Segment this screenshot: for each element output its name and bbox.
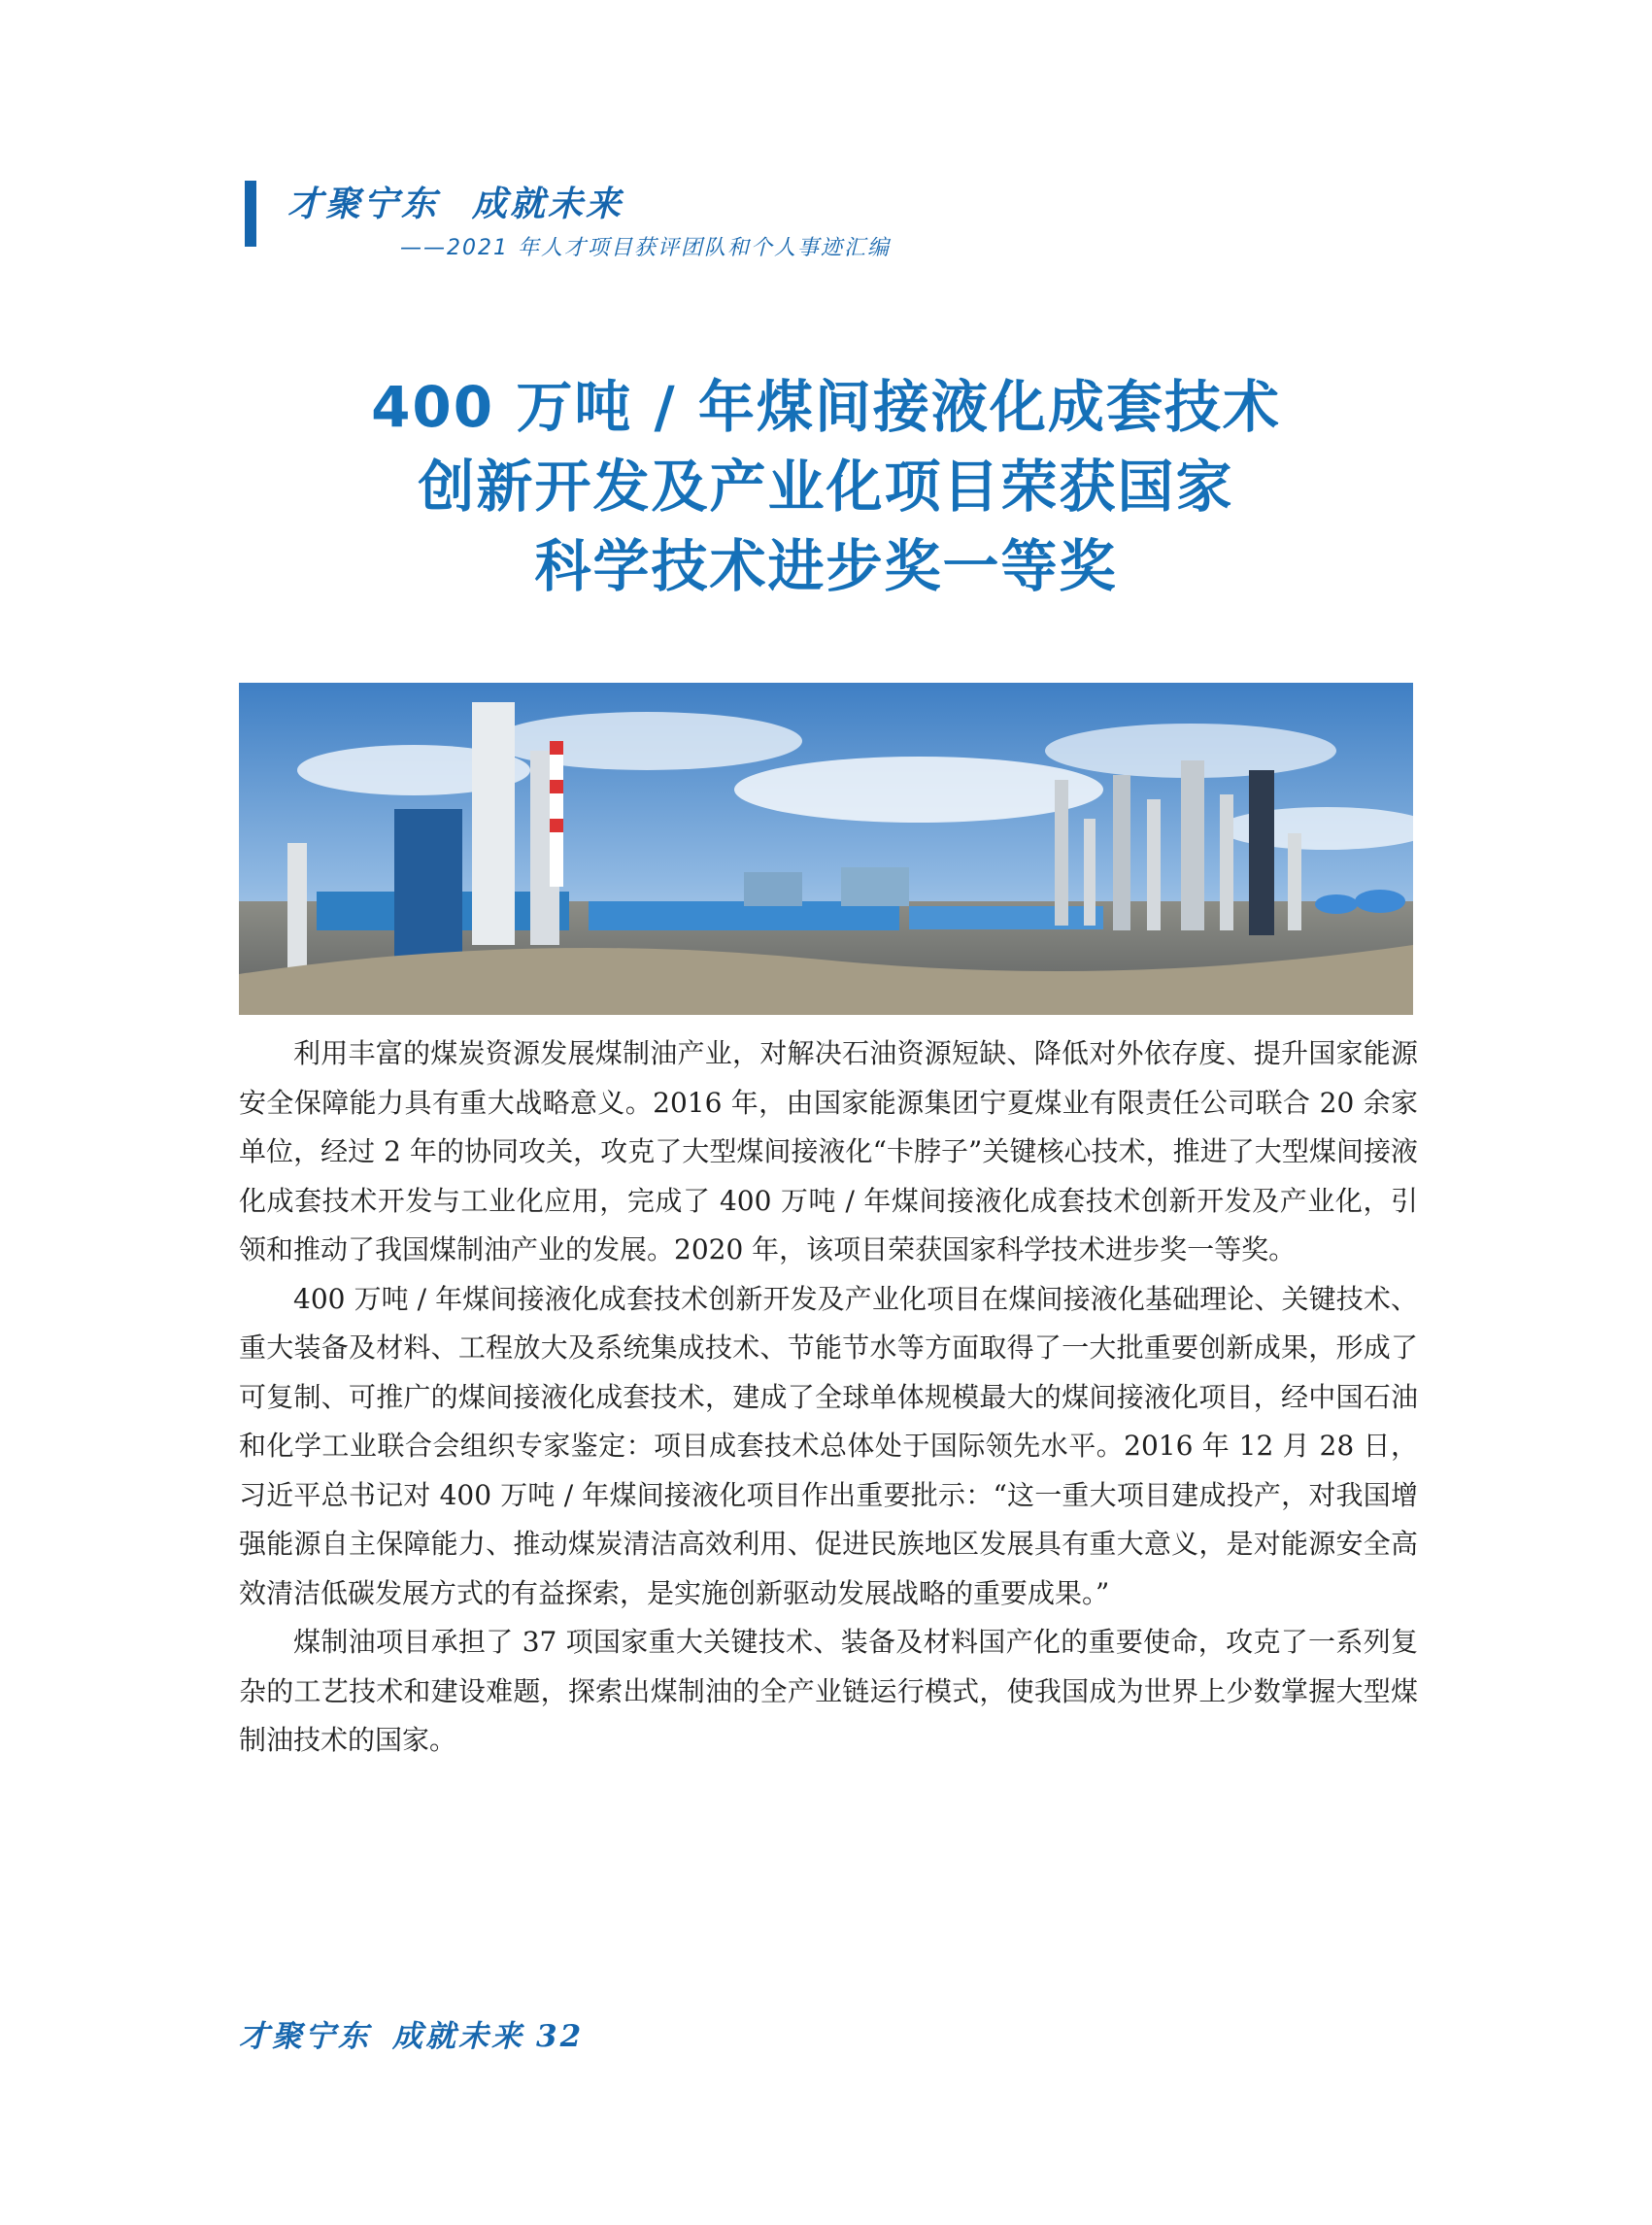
article-title-line-2: 创新开发及产业化项目荣获国家 xyxy=(418,454,1234,520)
plant-panorama-illustration xyxy=(239,683,1413,1015)
article-title-line-1: 400 万吨 / 年煤间接液化成套技术 xyxy=(371,374,1281,440)
header-title-part2: 成就未来 xyxy=(472,185,624,224)
footer-part2: 成就未来 xyxy=(392,2019,524,2054)
article-title xyxy=(0,367,1652,606)
article-title-line-3: 科学技术进步奖一等奖 xyxy=(534,533,1118,599)
footer-part1: 才聚宁东 xyxy=(239,2019,371,2054)
coal-to-liquid-plant-photo xyxy=(239,683,1413,1015)
paragraph-3: 煤制油项目承担了 37 项国家重大关键技术、装备及材料国产化的重要使命，攻克了一系列复杂的工艺技术和建设难题，探索出煤制油的全产业链运行模式，使我国成为世界上少数掌握大型煤制油技术的国家。 xyxy=(239,1626,1418,1756)
header-title xyxy=(287,177,624,226)
header-subtitle: ——2021 年人才项目获评团队和个人事迹汇编 xyxy=(400,236,891,260)
article-body xyxy=(239,1029,1418,1766)
page-footer xyxy=(239,2011,584,2055)
page-number: 32 xyxy=(536,2019,585,2054)
header-title-part1: 才聚宁东 xyxy=(287,185,440,224)
paragraph-1: 利用丰富的煤炭资源发展煤制油产业，对解决石油资源短缺、降低对外依存度、提升国家能源安全保障能力具有重大战略意义。2016 年，由国家能源集团宁夏煤业有限责任公司联合 20 余家单位，经过 2 年的协同攻关，攻克了大型煤间接液化“卡脖子”关键核心技术，推进了大型煤间接液化成套技术开发与工业化应用，完成了 400 万吨 / 年煤间接液化成套技术创新开发及产业化，引领和推动了我国煤制油产业的发展。2020 年，该项目荣获国家科学技术进步奖一等奖。 xyxy=(239,1037,1418,1265)
header-accent-bar xyxy=(245,181,256,247)
paragraph-2: 400 万吨 / 年煤间接液化成套技术创新开发及产业化项目在煤间接液化基础理论、关键技术、重大装备及材料、工程放大及系统集成技术、节能节水等方面取得了一大批重要创新成果，形成了可复制、可推广的煤间接液化成套技术，建成了全球单体规模最大的煤间接液化项目，经中国石油和化学工业联合会组织专家鉴定：项目成套技术总体处于国际领先水平。2016 年 12 月 28 日，习近平总书记对 400 万吨 / 年煤间接液化项目作出重要批示：“这一重大项目建成投产，对我国增强能源自主保障能力、推动煤炭清洁高效利用、促进民族地区发展具有重大意义，是对能源安全高效清洁低碳发展方式的有益探索，是实施创新驱动发展战略的重要成果。” xyxy=(239,1282,1418,1609)
